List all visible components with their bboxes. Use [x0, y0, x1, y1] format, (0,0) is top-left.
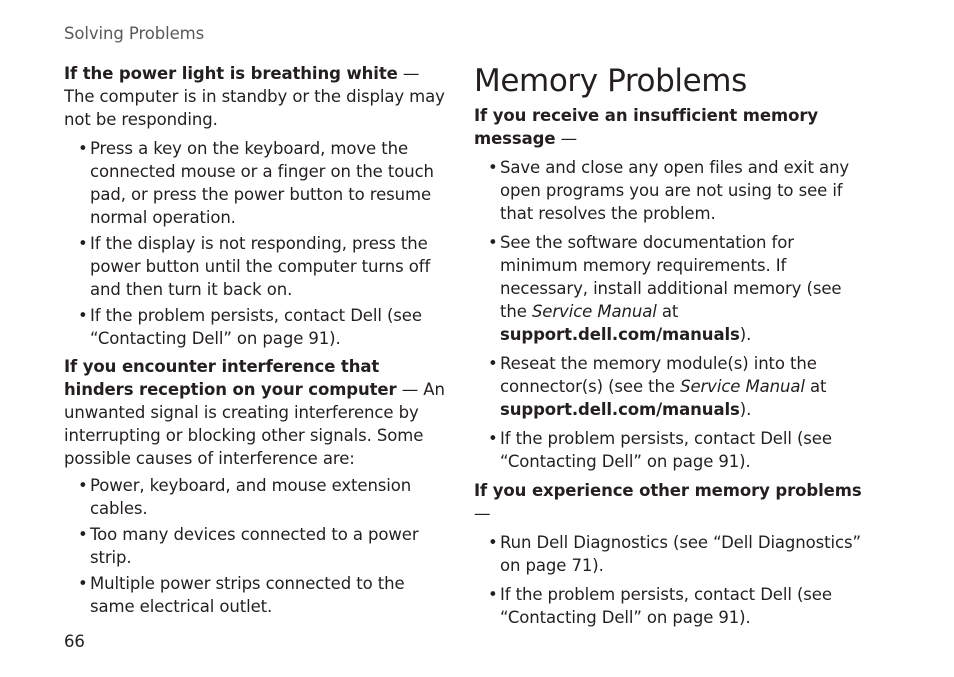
other-memory-heading-text: If you experience other memory problems — [474, 481, 862, 500]
list-item-text: See the software documentation for minimum memory requirements. If necessary, install additional memory (see the — [500, 233, 842, 321]
manuals-url: support.dell.com/manuals — [500, 325, 740, 344]
section-label: Solving Problems — [64, 24, 205, 43]
interference-text: An unwanted signal is creating interference by interrupting or blocking other signals. Some possible causes of interference are: — [64, 380, 445, 468]
list-item: • If the problem persists, contact Dell (see “Contacting Dell” on page 91). — [474, 427, 864, 473]
left-column — [64, 62, 449, 618]
other-memory-heading — [474, 479, 864, 525]
em-dash: — — [474, 504, 491, 523]
list-item: • If the problem persists, contact Dell (see “Contacting Dell” on page 91). — [64, 304, 449, 350]
list-item: • If the problem persists, contact Dell (see “Contacting Dell” on page 91). — [474, 583, 864, 629]
interference-list — [64, 474, 449, 618]
list-item-text: Reseat the memory module(s) into the connector(s) (see the — [500, 354, 817, 396]
em-dash: — — [396, 380, 424, 399]
service-manual-title: Service Manual — [680, 377, 805, 396]
list-item: • Save and close any open files and exit any open programs you are not using to see if that resolves the problem. — [474, 156, 864, 225]
manuals-url: support.dell.com/manuals — [500, 400, 740, 419]
em-dash: — — [397, 64, 420, 83]
em-dash: — — [555, 129, 578, 148]
power-light-heading: If the power light is breathing white — [64, 64, 398, 83]
page-number: 66 — [64, 632, 85, 651]
list-item: • Press a key on the keyboard, move the connected mouse or a finger on the touch pad, or press the power button to resume normal operation. — [64, 137, 449, 229]
page-title: Memory Problems — [474, 63, 747, 99]
interference-paragraph — [64, 355, 449, 470]
list-item: • Multiple power strips connected to the same electrical outlet. — [64, 572, 449, 618]
interference-heading: If you encounter interference that hinders reception on your computer — [64, 357, 397, 399]
list-item-text: at — [656, 302, 679, 321]
list-item-text: ). — [739, 400, 752, 419]
power-light-list — [64, 137, 449, 350]
list-item: • If the display is not responding, press the power button until the computer turns off and then turn it back on. — [64, 232, 449, 301]
other-memory-list — [474, 531, 864, 629]
list-item: • Run Dell Diagnostics (see “Dell Diagnostics” on page 71). — [474, 531, 864, 577]
list-item-text: ). — [739, 325, 752, 344]
insufficient-memory-list — [474, 156, 864, 473]
power-light-paragraph — [64, 62, 449, 131]
list-item — [474, 352, 864, 421]
power-light-text: The computer is in standby or the display may not be responding. — [64, 87, 445, 129]
list-item: • Power, keyboard, and mouse extension cables. — [64, 474, 449, 520]
list-item-text: at — [804, 377, 827, 396]
right-column — [474, 62, 864, 629]
list-item: • Too many devices connected to a power strip. — [64, 523, 449, 569]
list-item — [474, 231, 864, 346]
insufficient-memory-heading — [474, 104, 864, 150]
service-manual-title: Service Manual — [531, 302, 657, 321]
insufficient-memory-heading-text: If you receive an insufficient memory message — [474, 106, 819, 148]
